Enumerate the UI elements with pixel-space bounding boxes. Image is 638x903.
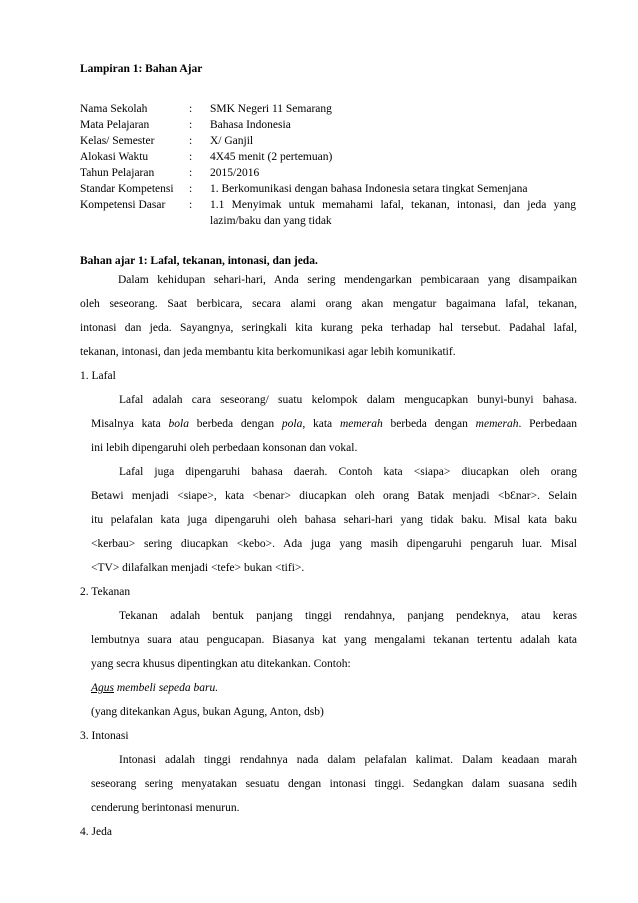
text-span: berbeda dengan (188, 418, 282, 430)
info-colon: : (189, 135, 193, 147)
info-value: 1. Berkomunikasi dengan bahasa Indonesia setara tingkat Semenjana (210, 183, 528, 195)
tekanan-note: (yang ditekankan Agus, bukan Agung, Anton, dsb) (91, 706, 324, 718)
section-title: Bahan ajar 1: Lafal, tekanan, intonasi, dan jeda. (80, 255, 318, 267)
intonasi-line: cenderung berintonasi menurun. (91, 802, 240, 814)
tekanan-line: Tekanan adalah bentuk panjang tinggi rendahnya, panjang pendeknya, atau keras (119, 610, 577, 622)
info-label: Nama Sekolah (80, 103, 148, 115)
lafal-line: Lafal juga dipengaruhi bahasa daerah. Contoh kata <siapa> diucapkan oleh orang (119, 466, 577, 478)
tekanan-heading: 2. Tekanan (80, 586, 131, 598)
italic-word: memerah (475, 418, 519, 430)
example-rest: membeli sepeda baru. (114, 682, 219, 694)
info-colon: : (189, 151, 193, 163)
tekanan-example (91, 681, 218, 695)
info-label: Alokasi Waktu (80, 151, 149, 163)
text-span: kata (305, 418, 340, 430)
info-colon: : (189, 199, 193, 211)
info-label: Kelas/ Semester (80, 135, 155, 147)
appendix-heading: Lampiran 1: Bahan Ajar (80, 63, 203, 75)
intonasi-line: seseorang sering menyatakan sesuatu dengan intonasi tinggi. Sedangkan dalam suasana sedih (91, 778, 577, 790)
info-value: 1.1 Menyimak untuk memahami lafal, tekanan, intonasi, dan jeda yang (210, 199, 576, 211)
intro-line: Dalam kehidupan sehari-hari, Anda sering mendengarkan pembicaraan yang disampaikan (118, 274, 577, 286)
lafal-line: <TV> dilafalkan menjadi <tefe> bukan <tifi>. (91, 562, 305, 574)
info-label: Kompetensi Dasar (80, 199, 166, 211)
info-label: Tahun Pelajaran (80, 167, 155, 179)
lafal-line-with-italics (91, 417, 577, 431)
info-value-continued: lazim/baku dan yang tidak (210, 215, 332, 227)
text-span: Misalnya kata (91, 418, 169, 430)
jeda-heading: 4. Jeda (80, 826, 112, 838)
lafal-line: Betawi menjadi <siape>, kata <benar> diucapkan oleh orang Batak menjadi <bƐnar>. Selain (91, 490, 577, 502)
intonasi-line: Intonasi adalah tinggi rendahnya nada dalam pelafalan kalimat. Dalam keadaan marah (119, 754, 577, 766)
info-colon: : (189, 119, 193, 131)
lafal-heading: 1. Lafal (80, 370, 116, 382)
intonasi-heading: 3. Intonasi (80, 730, 129, 742)
intro-line: oleh seseorang. Saat berbicara, secara alami orang akan mengatur bagaimana lafal, tekanan, (80, 298, 577, 310)
info-value: Bahasa Indonesia (210, 119, 291, 131)
lafal-line: <kerbau> sering diucapkan <kebo>. Ada juga yang masih dipengaruhi pengaruh luar. Misal (91, 538, 577, 550)
info-label: Standar Kompetensi (80, 183, 174, 195)
info-value: 2015/2016 (210, 167, 260, 179)
intro-line: tekanan, intonasi, dan jeda membantu kita berkomunikasi agar lebih komunikatif. (80, 346, 456, 358)
intro-line: intonasi dan jeda. Sayangnya, seringkali kita kurang peka terhadap hal tersebut. Padahal lafal, (80, 322, 577, 334)
lafal-line: ini lebih dipengaruhi oleh perbedaan konsonan dan vokal. (91, 442, 358, 454)
lafal-line: itu pelafalan kata juga dipengaruhi oleh bahasa sehari-hari yang tidak baku. Misal kata baku (91, 514, 577, 526)
tekanan-line: yang secra khusus dipentingkan atu ditekankan. Contoh: (91, 658, 351, 670)
info-colon: : (189, 167, 193, 179)
info-value: 4X45 menit (2 pertemuan) (210, 151, 333, 163)
text-span: . Perbedaan (518, 418, 578, 430)
info-colon: : (189, 103, 193, 115)
lafal-line: Lafal adalah cara seseorang/ suatu kelompok dalam mengucapkan bunyi-bunyi bahasa. (119, 394, 577, 406)
info-value: X/ Ganjil (210, 135, 254, 147)
italic-word: pola, (281, 418, 306, 430)
info-value: SMK Negeri 11 Semarang (210, 103, 332, 115)
info-colon: : (189, 183, 193, 195)
italic-word: bola (168, 418, 189, 430)
italic-word: memerah (339, 418, 383, 430)
info-label: Mata Pelajaran (80, 119, 150, 131)
tekanan-line: lembutnya suara atau pengucapan. Biasanya kat yang mengalami tekanan tertentu adalah kata (91, 634, 577, 646)
text-span: berbeda dengan (382, 418, 476, 430)
stressed-word: Agus (91, 682, 114, 694)
